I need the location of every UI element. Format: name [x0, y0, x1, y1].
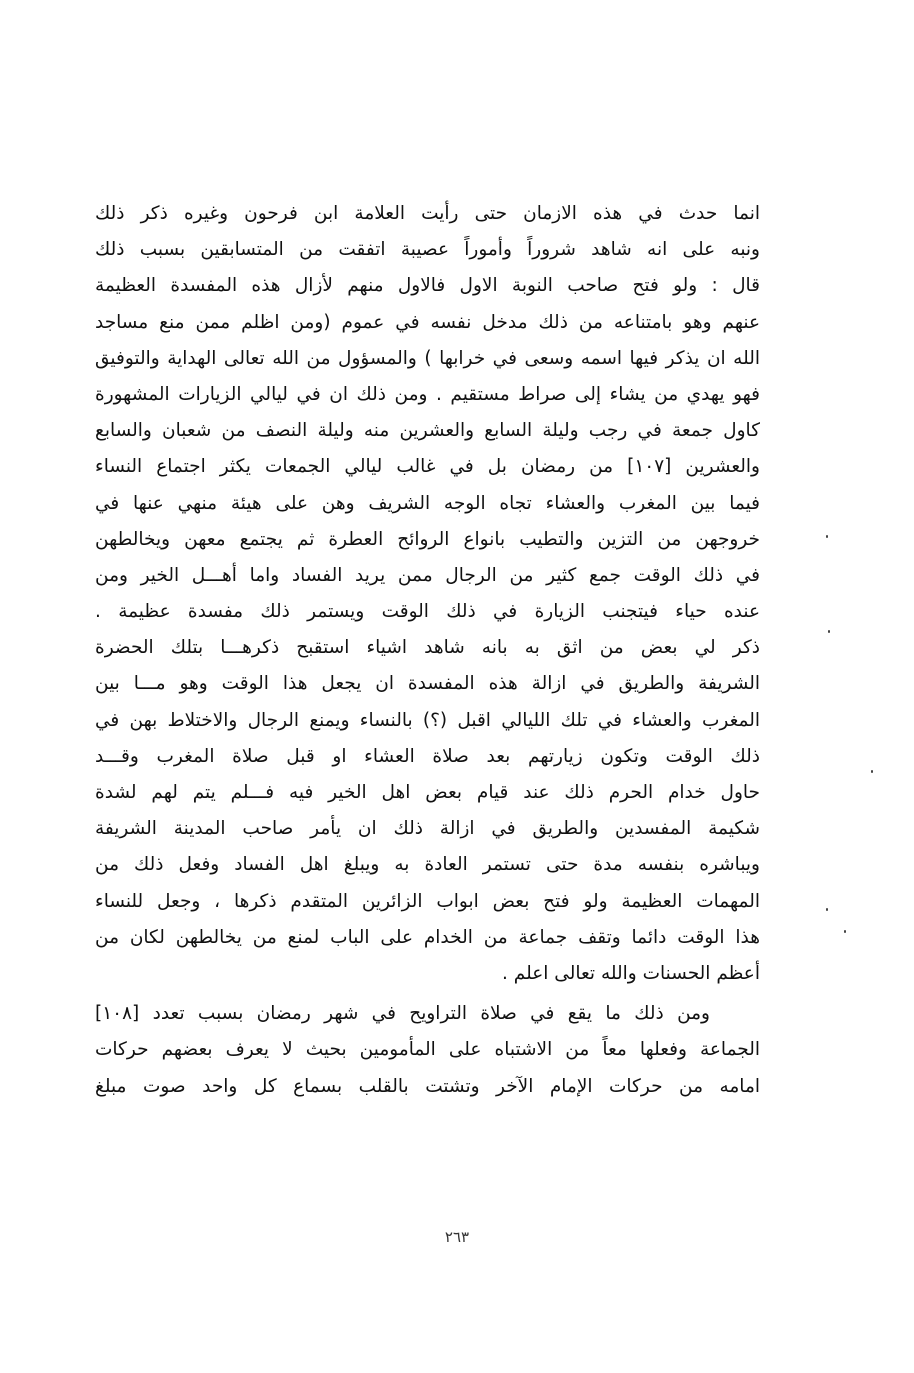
scan-speck — [826, 535, 828, 538]
text-line: فهو يهدي من يشاء إلى صراط مستقيم . ومن ذلك ان في ليالي الزيارات المشهورة — [95, 383, 760, 405]
text-line: حاول خدام الحرم ذلك عند قيام بعض اهل الخير فيه فـــلم يتم لهم لشدة — [95, 782, 760, 803]
paragraph-2 — [95, 996, 760, 1105]
text-line: ذلك الوقت وتكون زيارتهم بعد صلاة العشاء او قبل صلاة المغرب وقـــد — [95, 745, 760, 767]
scan-speck — [844, 930, 846, 933]
paragraph-1 — [95, 196, 760, 992]
text-line: ذكر لي بعض من اثق به بانه شاهد اشياء استقبح ذكرهـــا بتلك الحضرة — [95, 637, 760, 659]
text-line: شكيمة المفسدين والطريق في ازالة ذلك ان يأمر صاحب المدينة الشريفة — [95, 818, 760, 840]
text-line: المغرب والعشاء في تلك الليالي اقبل (؟) بالنساء ويمنع الرجال والاختلاط بهن في — [95, 709, 760, 731]
text-line: ويباشره بنفسه مدة حتى تستمر العادة به ويبلغ اهل الفساد وفعل ذلك من — [95, 854, 760, 876]
scan-speck — [828, 630, 830, 633]
text-line: الجماعة وفعلها معاً من الاشتباه على المأمومين بحيث لا يعرف بعضهم حركات — [95, 1039, 760, 1061]
text-line: ونبه على انه شاهد شروراً وأموراً عصيبة اتفقت من المتسابقين بسبب ذلك — [95, 239, 760, 261]
text-line: الشريفة والطريق في ازالة هذه المفسدة ان يجعل هذا الوقت وهو مـــا بين — [95, 673, 760, 695]
scan-speck — [871, 770, 873, 773]
text-line: انما حدث في هذه الازمان حتى رأيت العلامة ابن فرحون وغيره ذكر ذلك — [95, 203, 760, 224]
scan-speck — [826, 908, 828, 911]
body-text — [95, 196, 760, 1105]
text-line-paragraph-end: أعظم الحسنات والله تعالى اعلم . — [502, 962, 760, 984]
text-line: امامه من حركات الإمام الآخر وتشتت بالقلب بسماع كل واحد صوت مبلغ — [95, 1075, 760, 1097]
text-line: والعشرين [١٠٧] من رمضان بل في غالب ليالي الجمعات يكثر اجتماع النساء — [95, 456, 760, 478]
text-line: خروجهن من التزين والتطيب بانواع الروائح العطرة ثم يجتمع معهن ويخالطهن — [95, 528, 760, 550]
text-line: في ذلك الوقت جمع كثير من الرجال ممن يريد الفساد واما أهـــل الخير ومن — [95, 564, 760, 586]
page-number: ٢٦٣ — [444, 1228, 470, 1246]
text-line: هذا الوقت دائما وتقف جماعة من الخدام على الباب لمنع من يخالطهن لكان من — [95, 926, 760, 948]
text-line: عنده حياء فيتجنب الزيارة في ذلك الوقت ويستمر ذلك مفسدة عظيمة . — [95, 601, 760, 623]
text-line: كاول جمعة في رجب وليلة السابع والعشرين منه وليلة النصف من شعبان والسابع — [95, 420, 760, 442]
text-line: المهمات العظيمة ولو فتح بعض ابواب الزائرين المتقدم ذكرها ، وجعل للنساء — [95, 890, 760, 912]
text-line: فيما بين المغرب والعشاء تجاه الوجه الشريف وهن على هيئة منهي عنها في — [95, 492, 760, 514]
text-line: قال : ولو فتح صاحب النوبة الاول فالاول منهم لأزال هذه المفسدة العظيمة — [95, 275, 760, 297]
text-line-indented: ومن ذلك ما يقع في صلاة التراويح في شهر رمضان بسبب تعدد [١٠٨] — [95, 1003, 710, 1025]
text-line: عنهم وهو بامتناعه من ذلك مدخل نفسه في عموم (ومن اظلم ممن منع مساجد — [95, 311, 760, 333]
text-line: الله ان يذكر فيها اسمه وسعى في خرابها ) والمسؤول من الله تعالى الهداية والتوفيق — [95, 347, 760, 369]
